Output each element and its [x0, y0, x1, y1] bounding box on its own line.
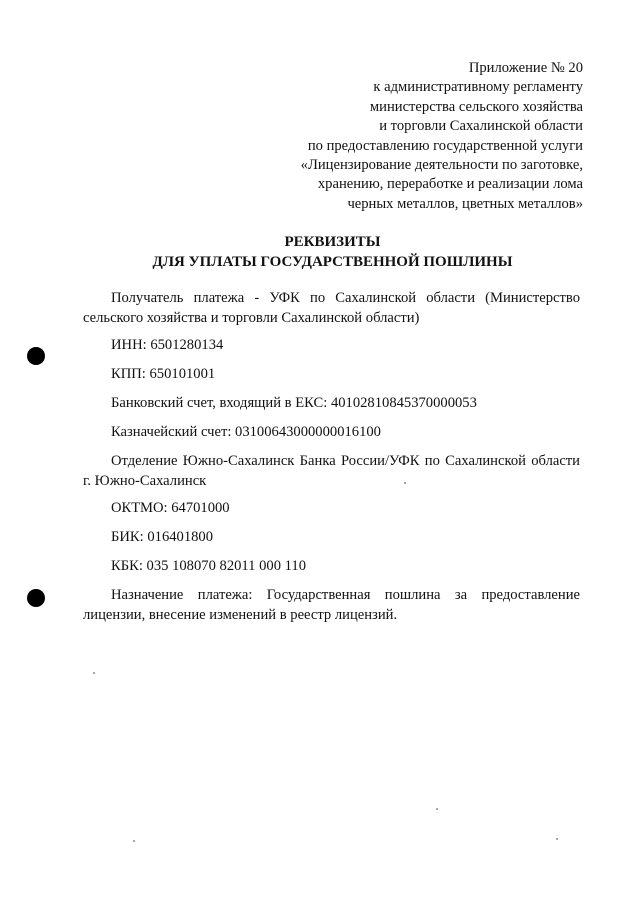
appendix-line: и торговли Сахалинской области: [379, 118, 583, 135]
appendix-line: министерства сельского хозяйства: [369, 98, 583, 115]
title-line-2: ДЛЯ УПЛАТЫ ГОСУДАРСТВЕННОЙ ПОШЛИНЫ: [152, 254, 513, 270]
scan-speck: [133, 840, 135, 842]
scan-speck: [404, 482, 406, 484]
scan-speck: [436, 808, 438, 810]
recipient-paragraph: Получатель платежа - УФК по Сахалинской области (Министерство сельского хозяйства и торговли Сахалинской области): [83, 290, 580, 326]
kbk-line: КБК: 035 108070 82011 000 110: [111, 558, 306, 574]
appendix-line: по предоставлению государственной услуги: [307, 137, 583, 154]
appendix-line: к административному регламенту: [373, 79, 583, 96]
bank-branch-paragraph: Отделение Южно-Сахалинск Банка России/УФК по Сахалинской области г. Южно-Сахалинск: [83, 453, 580, 489]
inn-line: ИНН: 6501280134: [111, 337, 224, 353]
appendix-line: «Лицензирование деятельности по заготовке,: [300, 157, 583, 174]
bank-account-line: Банковский счет, входящий в ЕКС: 40102810845370000053: [111, 395, 477, 411]
punch-hole-bottom: [27, 589, 45, 607]
appendix-header: [223, 59, 583, 214]
title-line-1: РЕКВИЗИТЫ: [284, 234, 381, 250]
oktmo-line: ОКТМО: 64701000: [111, 500, 230, 516]
punch-hole-top: [27, 347, 45, 365]
document-title: [110, 232, 555, 272]
treasury-account-line: Казначейский счет: 03100643000000016100: [111, 424, 381, 440]
purpose-paragraph: Назначение платежа: Государственная пошлина за предоставление лицензии, внесение изменений в реестр лицензий.: [83, 587, 580, 623]
bik-line: БИК: 016401800: [111, 529, 214, 545]
scan-speck: [556, 838, 558, 840]
appendix-line: Приложение № 20: [468, 60, 583, 76]
kpp-line: КПП: 650101001: [111, 366, 216, 382]
appendix-line: черных металлов, цветных металлов»: [347, 195, 583, 212]
scan-speck: [93, 672, 95, 674]
appendix-line: хранению, переработке и реализации лома: [317, 176, 583, 193]
